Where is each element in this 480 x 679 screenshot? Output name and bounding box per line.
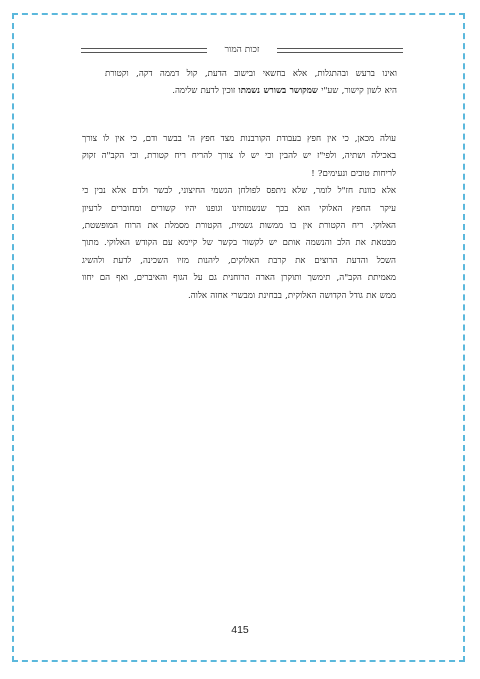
paragraph-2 — [82, 131, 396, 305]
paragraph-2-line: עולה מכאן, כי אין חפץ בעבודת הקורבנות מצד חפץ ה' בבשר ודם, כי אין לו צורך — [82, 134, 396, 144]
header-rule-right — [277, 48, 403, 53]
paragraph-2-line: האלוקי. ריח הקטורת אין בו ממשות גשמית, הקטורת מסמלת את הרוח המופשטת, — [82, 221, 396, 232]
paragraph-2-line: השכל והדעת הרוצים את קרבת האלוקים, ליהנות מזיו השכינה, לדעת ולהשיג — [82, 255, 396, 266]
header-rule-left — [81, 48, 207, 53]
paragraph-2-line: מבטאת את הלב והנשמה אותם יש לקשור בקשר של קיימא עם הקודש האלוקי. מתוך — [82, 238, 396, 249]
paragraph-1 — [105, 66, 397, 101]
bold-phrase: שמקושר בשורש נשמתו — [238, 86, 318, 97]
paragraph-2-line: ממש את גודל הקדושה האלוקית, בבחינת ומבשרי אחזה אלוה. — [187, 290, 396, 301]
paragraph-2-line: אלא כוונת חז"ל לומר, שלא ניתפס לפולחן הגשמי החיצוני, לבשר ולדם אלא נבין כי — [82, 186, 396, 197]
paragraph-2-line: לריחות טובים ונעימים? ! — [311, 168, 396, 179]
paragraph-2-line: באכילה ושתיה, ולפי"ז יש להבין וכי יש לו צורך להריח ריח קטורת, וכי הקב"ה זקוק — [82, 151, 396, 162]
running-header — [81, 42, 403, 62]
page-frame-border — [12, 13, 465, 662]
paragraph-2-line: עיקר החפץ האלוקי הוא בכך שנשמותינו וגופנו יהיו קשורים ומחוברים לרעיון — [82, 203, 396, 214]
paragraph-1-line-1: ואינו ברעש ובהתגלות, אלא בחשאי ובישוב הדעת, קול דממה דקה, וקטורת — [105, 69, 397, 79]
header-title: זכות המור — [224, 45, 260, 55]
paragraph-1-line-2 — [105, 83, 397, 100]
paragraph-1-line-2-end: זוכין לדעת שלימה. — [172, 86, 239, 97]
paragraph-2-line: מאמיתת הקב"ה, תימשך ותוקרן הארה הרוחנית גם על הגוף והאיברים, ואף הם יחוו — [82, 273, 396, 284]
page-number: 415 — [231, 624, 249, 636]
paragraph-1-line-2-start: היא לשון קישור, שע"י — [317, 86, 397, 97]
